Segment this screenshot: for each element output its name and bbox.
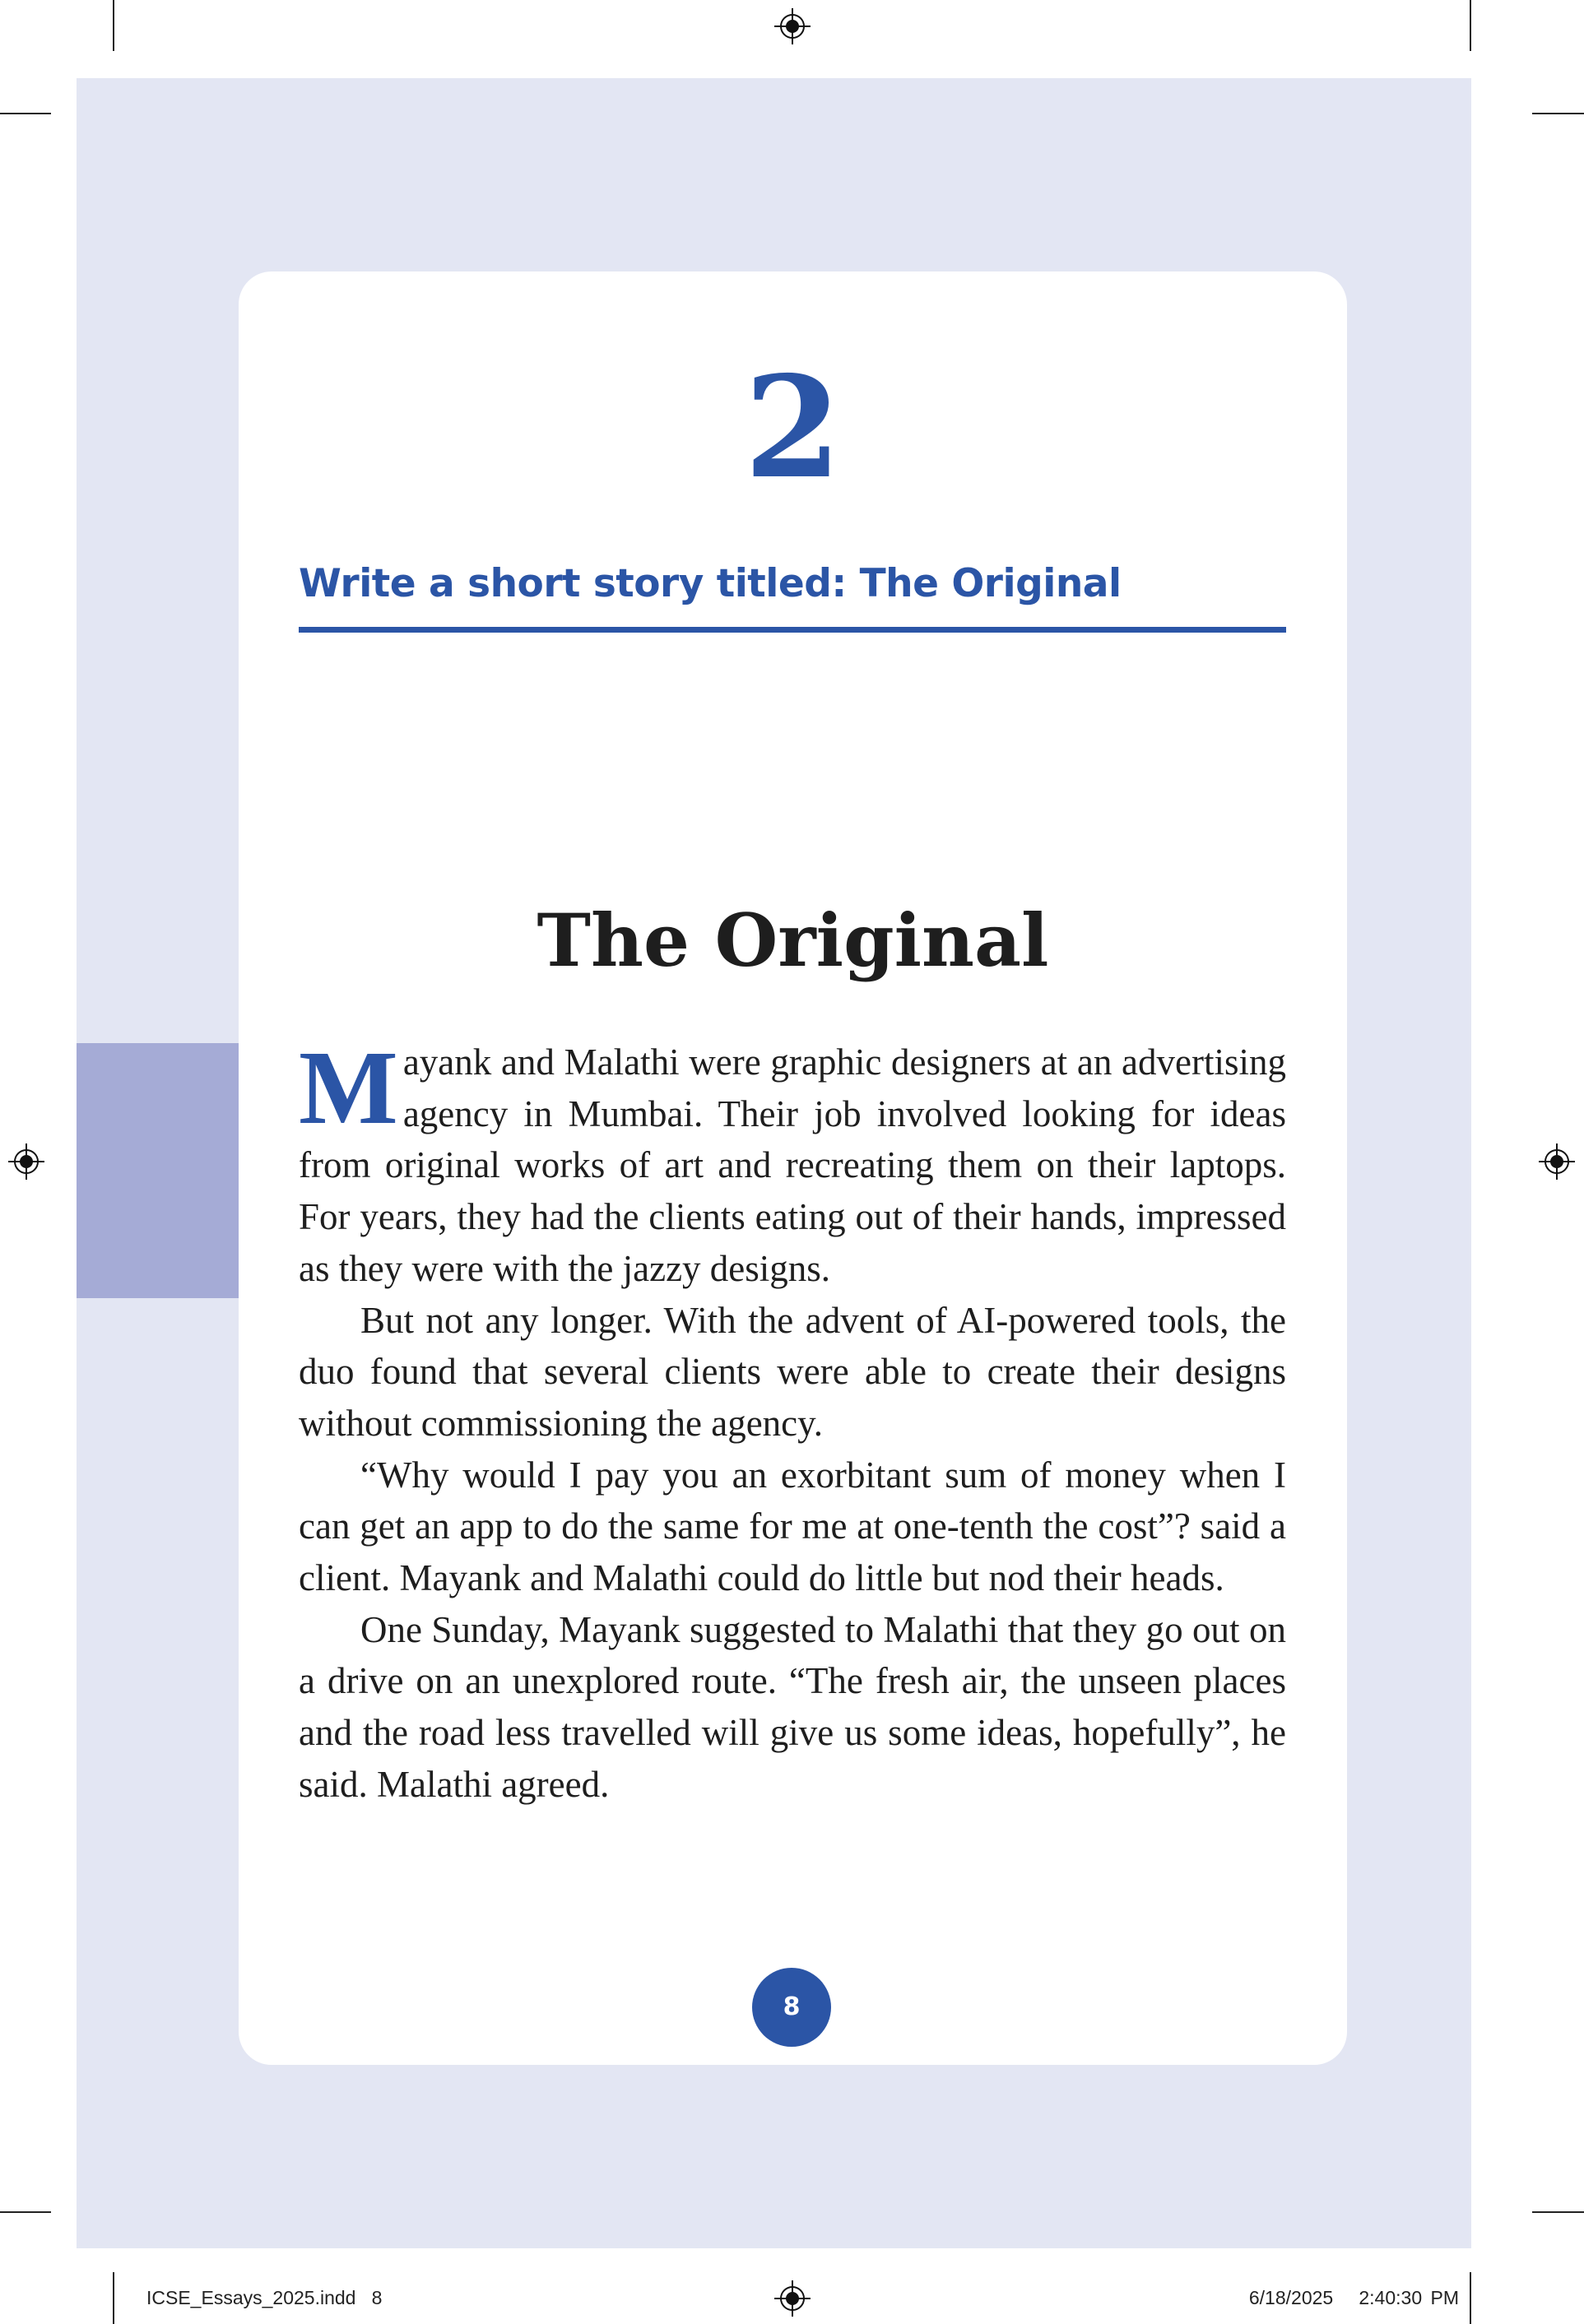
registration-mark-icon <box>8 1143 44 1180</box>
crop-mark <box>1532 113 1584 114</box>
crop-mark <box>0 113 51 114</box>
crop-mark <box>1470 0 1471 51</box>
prompt-underline <box>299 627 1286 633</box>
paragraph-text: ayank and Malathi were graphic designers at an advertising agency in Mumbai. Their job involved looking for ideas from original works of art and recreating them on their laptops. For years, they had the clients eating out of their hands, impressed as they were with the jazzy designs. <box>299 1041 1286 1289</box>
registration-mark-icon <box>1539 1143 1575 1180</box>
story-body <box>299 1029 1286 1811</box>
crop-mark <box>1470 2272 1471 2324</box>
drop-cap: M <box>299 1029 398 1146</box>
chapter-number: 2 <box>744 346 842 510</box>
story-paragraph: But not any longer. With the advent of AI-powered tools, the duo found that several clients were able to create their designs without commissioning the agency. <box>299 1299 1286 1444</box>
content-card <box>239 271 1347 2065</box>
registration-mark-icon <box>774 2280 811 2317</box>
story-paragraph: One Sunday, Mayank suggested to Malathi that they go out on a drive on an unexplored route. “The fresh air, the unseen places and the road less travelled will give us some ideas, hopefully”, he said. Malathi agreed. <box>299 1608 1286 1805</box>
story-paragraph: “Why would I pay you an exorbitant sum of money when I can get an app to do the same for me at one-tenth the cost”? said a client. Mayank and Malathi could do little but nod their heads. <box>299 1454 1286 1599</box>
slug-filename: ICSE_Essays_2025.indd 8 <box>146 2287 383 2308</box>
side-tab <box>77 1043 239 1298</box>
crop-mark <box>0 2211 51 2213</box>
story-title: The Original <box>537 898 1049 983</box>
page-number-badge: 8 <box>752 1968 831 2047</box>
crop-mark <box>113 0 114 51</box>
crop-mark <box>113 2272 114 2324</box>
registration-mark-icon <box>774 8 811 44</box>
story-paragraph <box>299 1029 1286 1295</box>
slug-timestamp: 6/18/2025 2:40:30 PM <box>1248 2287 1459 2308</box>
crop-mark <box>1532 2211 1584 2213</box>
essay-prompt: Write a short story titled: The Original <box>299 561 1122 606</box>
